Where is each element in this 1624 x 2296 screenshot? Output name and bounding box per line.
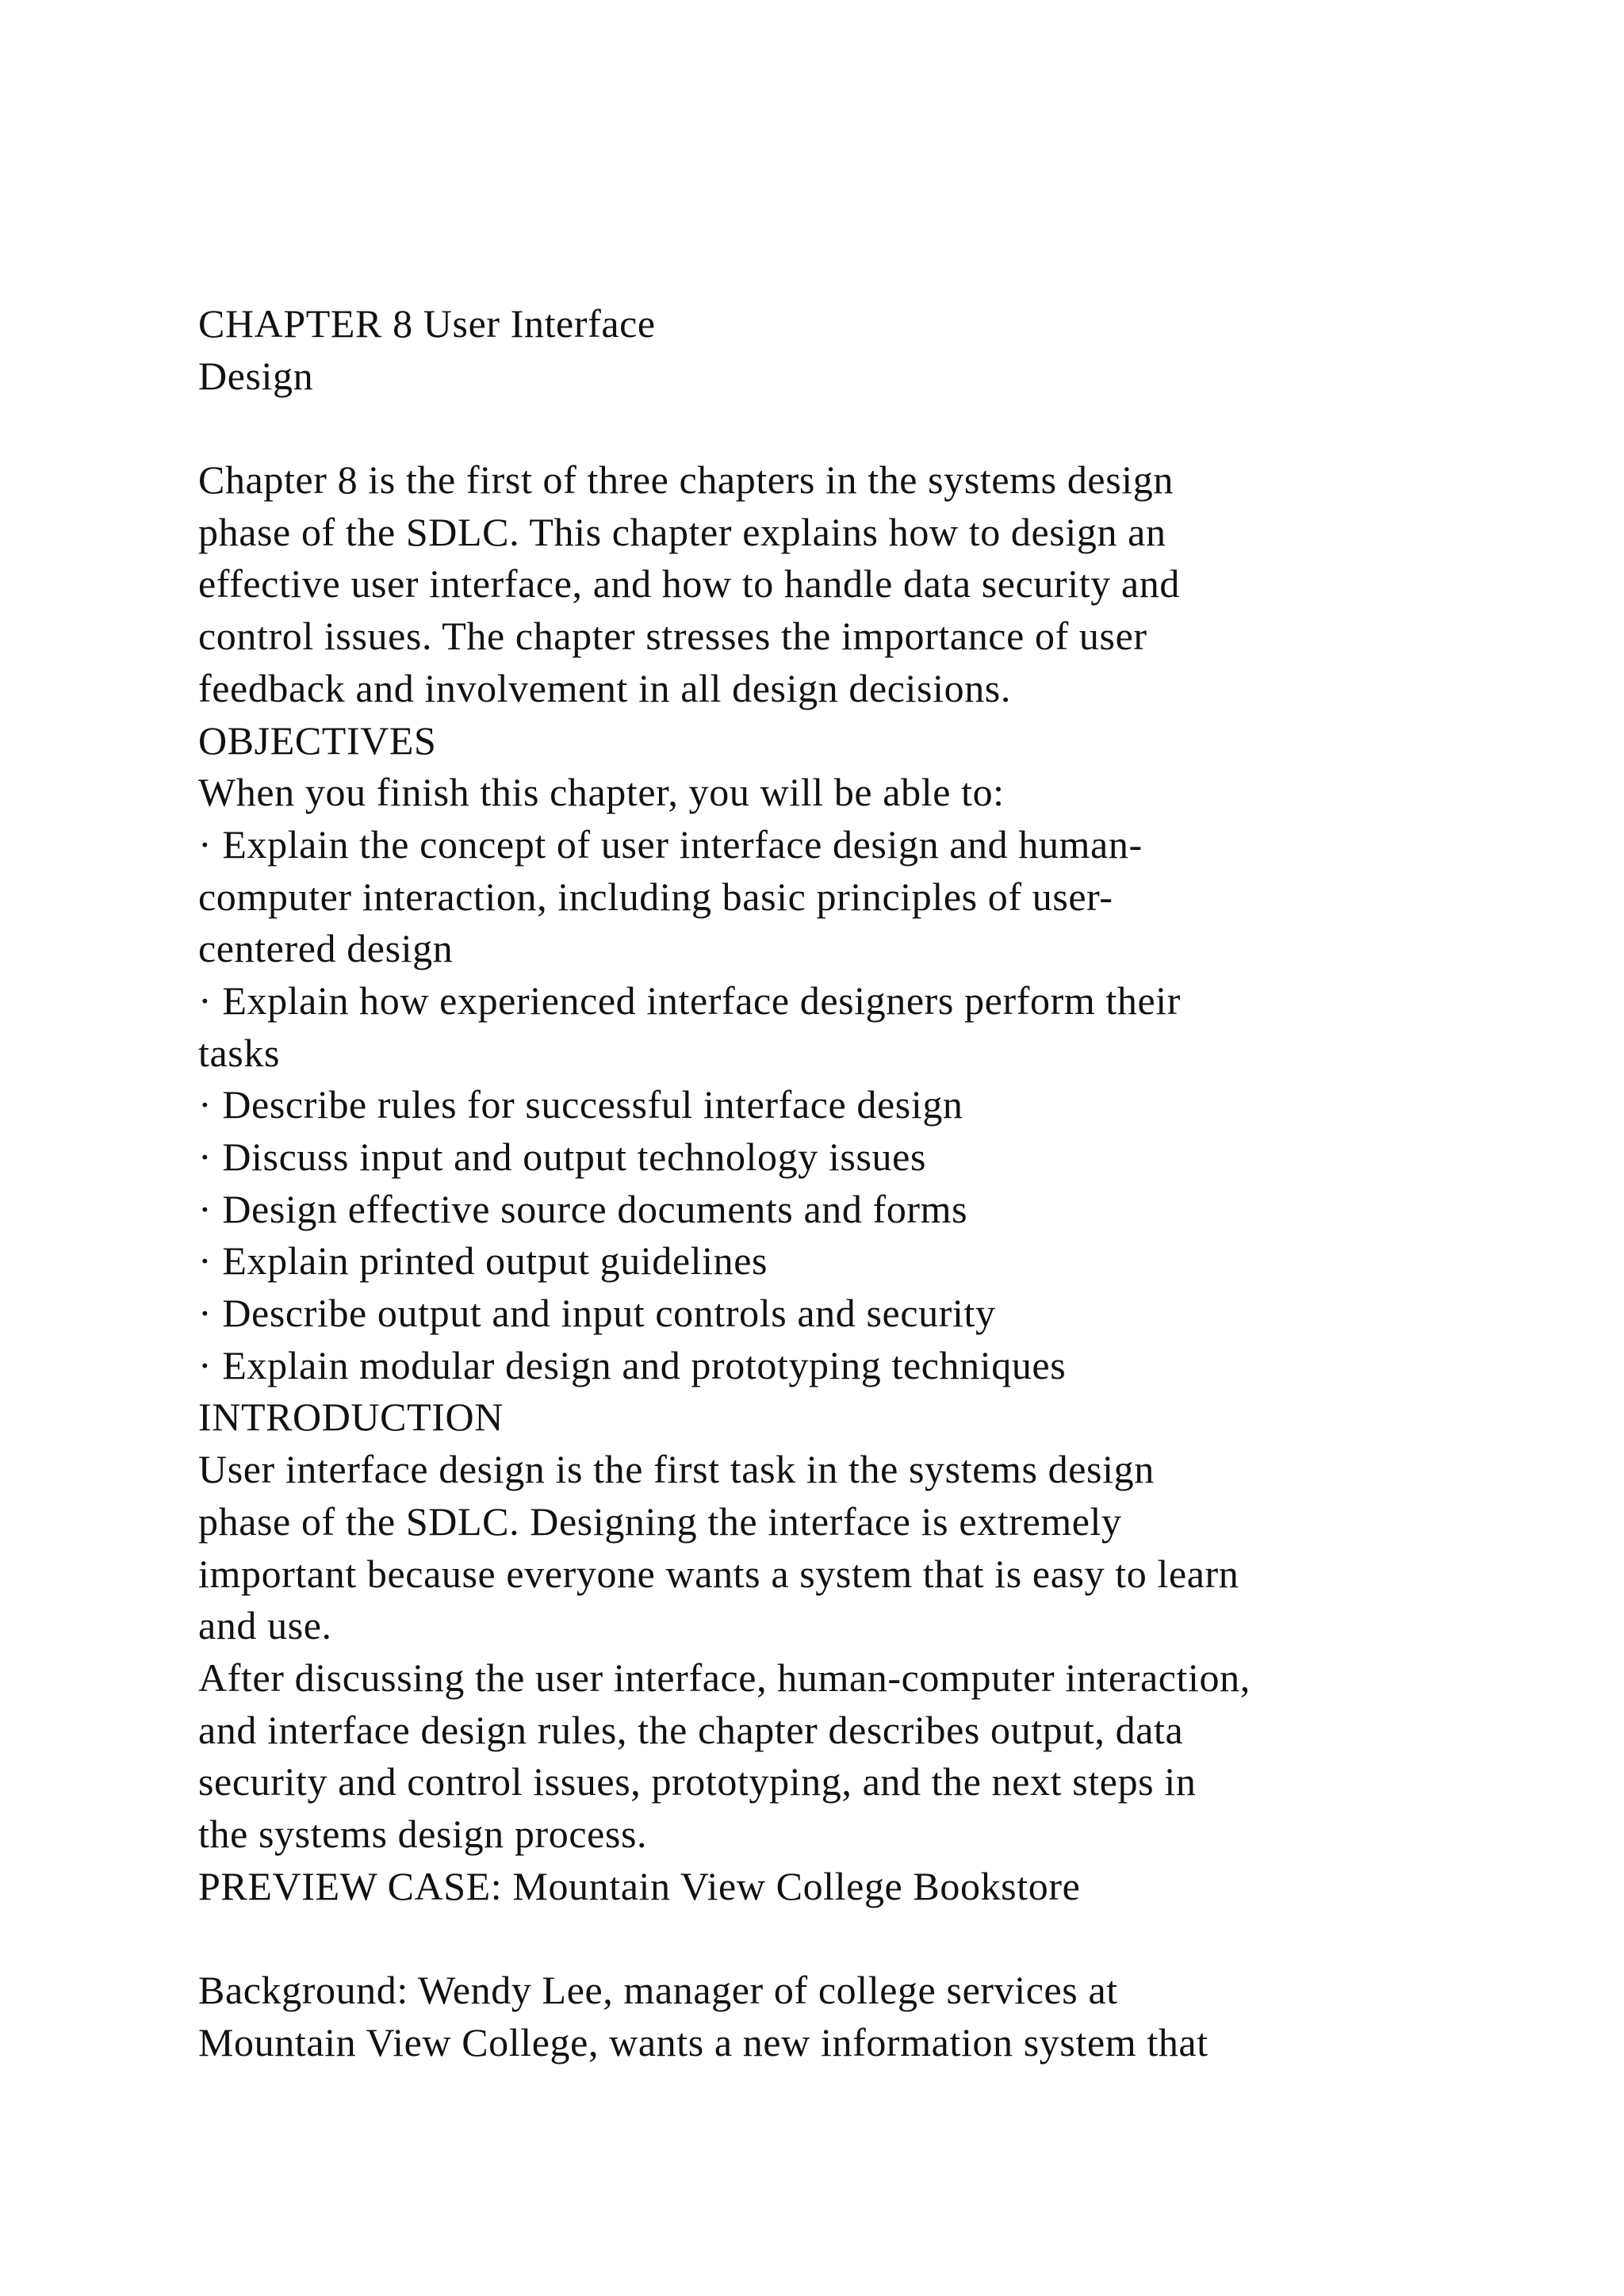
introduction-line: User interface design is the first task in the systems design	[198, 1447, 1155, 1492]
intro-line: control issues. The chapter stresses the importance of user	[198, 614, 1147, 659]
document-body	[198, 298, 1530, 2068]
background-line: Mountain View College, wants a new information system that	[198, 2019, 1208, 2064]
introduction-line: and use.	[198, 1603, 332, 1648]
introduction-line: the systems design process.	[198, 1811, 648, 1856]
intro-line: phase of the SDLC. This chapter explains how to design an	[198, 509, 1166, 554]
preview-case-heading: PREVIEW CASE: Mountain View College Bookstore	[198, 1863, 1081, 1908]
intro-line: feedback and involvement in all design decisions.	[198, 665, 1011, 710]
objectives-heading: OBJECTIVES	[198, 718, 437, 763]
intro-line: Chapter 8 is the first of three chapters in the systems design	[198, 457, 1174, 503]
objective-line: · Describe rules for successful interface design	[198, 1082, 963, 1127]
objective-line: computer interaction, including basic principles of user-	[198, 874, 1113, 919]
introduction-line: important because everyone wants a system that is easy to learn	[198, 1551, 1239, 1596]
chapter-title-line-2: Design	[198, 353, 314, 398]
objective-line: · Design effective source documents and forms	[198, 1186, 968, 1231]
blank-line	[198, 402, 1530, 454]
objective-line: · Describe output and input controls and security	[198, 1291, 996, 1336]
intro-line: effective user interface, and how to handle data security and	[198, 561, 1180, 607]
objective-line: · Explain the concept of user interface design and human-	[198, 821, 1143, 867]
objectives-lead: When you finish this chapter, you will be able to:	[198, 770, 1005, 815]
introduction-line: and interface design rules, the chapter describes output, data	[198, 1707, 1184, 1752]
objective-line: tasks	[198, 1030, 280, 1075]
objective-line: · Explain printed output guidelines	[198, 1238, 768, 1284]
background-line: Background: Wendy Lee, manager of college services at	[198, 1968, 1118, 2012]
objective-line: centered design	[198, 926, 454, 971]
objective-line: · Discuss input and output technology issues	[198, 1135, 927, 1179]
chapter-title-line-1: CHAPTER 8 User Interface	[198, 301, 656, 346]
blank-line	[198, 1912, 1530, 1965]
introduction-line: security and control issues, prototyping, and the next steps in	[198, 1759, 1197, 1804]
introduction-heading: INTRODUCTION	[198, 1395, 504, 1440]
objective-line: · Explain modular design and prototyping techniques	[198, 1342, 1067, 1387]
objective-line: · Explain how experienced interface designers perform their	[198, 978, 1182, 1023]
introduction-line: After discussing the user interface, human-computer interaction,	[198, 1655, 1251, 1700]
introduction-line: phase of the SDLC. Designing the interface is extremely	[198, 1498, 1122, 1544]
